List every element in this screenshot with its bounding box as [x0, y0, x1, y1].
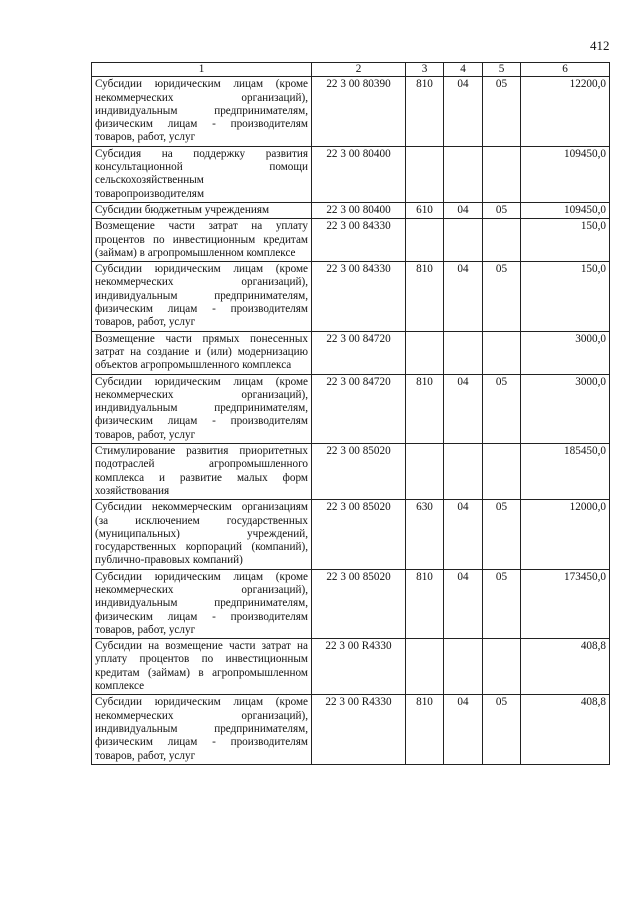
section-cell: [444, 219, 483, 262]
description-cell: Возмещение части затрат на уплату процентов по инвестиционным кредитам (займам) в агропромышленном комплексе: [92, 219, 312, 262]
expense-type-cell: [406, 331, 444, 374]
code-cell: 22 3 00 R4330: [312, 695, 406, 764]
subsection-cell: [483, 331, 521, 374]
amount-cell: 185450,0: [521, 444, 610, 500]
table-row: [92, 444, 610, 500]
column-header: 4: [444, 63, 483, 77]
table-row: [92, 77, 610, 146]
section-cell: 04: [444, 695, 483, 764]
section-cell: 04: [444, 262, 483, 331]
column-header: 5: [483, 63, 521, 77]
amount-cell: 150,0: [521, 262, 610, 331]
amount-cell: 408,8: [521, 695, 610, 764]
section-cell: 04: [444, 202, 483, 218]
description-cell: Субсидия на поддержку развития консультационной помощи сельскохозяйственным товаропроизводителям: [92, 146, 312, 202]
column-header: 6: [521, 63, 610, 77]
budget-table: [91, 62, 610, 765]
column-header: 3: [406, 63, 444, 77]
expense-type-cell: [406, 219, 444, 262]
section-cell: [444, 331, 483, 374]
description-cell: Субсидии бюджетным учреждениям: [92, 202, 312, 218]
description-cell: Субсидии юридическим лицам (кроме некоммерческих организаций), индивидуальным предпринимателям, физическим лицам - производителям товаров, работ, услуг: [92, 374, 312, 443]
section-cell: 04: [444, 77, 483, 146]
code-cell: 22 3 00 84720: [312, 374, 406, 443]
amount-cell: 408,8: [521, 639, 610, 695]
section-cell: [444, 639, 483, 695]
description-cell: Возмещение части прямых понесенных затрат на создание и (или) модернизацию объектов агропромышленного комплекса: [92, 331, 312, 374]
expense-type-cell: [406, 146, 444, 202]
code-cell: 22 3 00 80400: [312, 146, 406, 202]
code-cell: 22 3 00 85020: [312, 444, 406, 500]
description-cell: Стимулирование развития приоритетных подотраслей агропромышленного комплекса и развитие малых форм хозяйствования: [92, 444, 312, 500]
table-row: [92, 639, 610, 695]
subsection-cell: [483, 219, 521, 262]
expense-type-cell: 810: [406, 77, 444, 146]
table-row: [92, 202, 610, 218]
expense-type-cell: [406, 444, 444, 500]
page-number: 412: [590, 38, 610, 53]
code-cell: 22 3 00 84330: [312, 262, 406, 331]
subsection-cell: [483, 444, 521, 500]
expense-type-cell: 810: [406, 569, 444, 638]
subsection-cell: [483, 146, 521, 202]
expense-type-cell: 630: [406, 500, 444, 569]
description-cell: Субсидии некоммерческим организациям (за исключением государственных (муниципальных) учреждений, государственных корпораций (компаний), публично-правовых компаний): [92, 500, 312, 569]
subsection-cell: 05: [483, 695, 521, 764]
subsection-cell: [483, 639, 521, 695]
table-row: [92, 331, 610, 374]
expense-type-cell: 810: [406, 374, 444, 443]
section-cell: 04: [444, 569, 483, 638]
amount-cell: 12000,0: [521, 500, 610, 569]
amount-cell: 150,0: [521, 219, 610, 262]
table-row: [92, 219, 610, 262]
table-row: [92, 500, 610, 569]
amount-cell: 173450,0: [521, 569, 610, 638]
amount-cell: 109450,0: [521, 146, 610, 202]
section-cell: 04: [444, 500, 483, 569]
amount-cell: 109450,0: [521, 202, 610, 218]
section-cell: [444, 444, 483, 500]
code-cell: 22 3 00 R4330: [312, 639, 406, 695]
table-row: [92, 569, 610, 638]
code-cell: 22 3 00 80400: [312, 202, 406, 218]
amount-cell: 3000,0: [521, 374, 610, 443]
amount-cell: 12200,0: [521, 77, 610, 146]
header-row: [92, 63, 610, 77]
column-header: 1: [92, 63, 312, 77]
subsection-cell: 05: [483, 77, 521, 146]
code-cell: 22 3 00 84720: [312, 331, 406, 374]
table-row: [92, 695, 610, 764]
code-cell: 22 3 00 84330: [312, 219, 406, 262]
table-row: [92, 262, 610, 331]
description-cell: Субсидии юридическим лицам (кроме некоммерческих организаций), индивидуальным предпринимателям, физическим лицам - производителям товаров, работ, услуг: [92, 262, 312, 331]
description-cell: Субсидии юридическим лицам (кроме некоммерческих организаций), индивидуальным предпринимателям, физическим лицам - производителям товаров, работ, услуг: [92, 77, 312, 146]
code-cell: 22 3 00 85020: [312, 569, 406, 638]
description-cell: Субсидии юридическим лицам (кроме некоммерческих организаций), индивидуальным предпринимателям, физическим лицам - производителям товаров, работ, услуг: [92, 569, 312, 638]
table-row: [92, 146, 610, 202]
expense-type-cell: 610: [406, 202, 444, 218]
expense-type-cell: 810: [406, 262, 444, 331]
subsection-cell: 05: [483, 374, 521, 443]
code-cell: 22 3 00 85020: [312, 500, 406, 569]
subsection-cell: 05: [483, 262, 521, 331]
expense-type-cell: 810: [406, 695, 444, 764]
code-cell: 22 3 00 80390: [312, 77, 406, 146]
subsection-cell: 05: [483, 569, 521, 638]
subsection-cell: 05: [483, 500, 521, 569]
description-cell: Субсидии на возмещение части затрат на уплату процентов по инвестиционным кредитам (займам) в агропромышленном комплексе: [92, 639, 312, 695]
amount-cell: 3000,0: [521, 331, 610, 374]
description-cell: Субсидии юридическим лицам (кроме некоммерческих организаций), индивидуальным предпринимателям, физическим лицам - производителям товаров, работ, услуг: [92, 695, 312, 764]
expense-type-cell: [406, 639, 444, 695]
column-header: 2: [312, 63, 406, 77]
section-cell: [444, 146, 483, 202]
table-row: [92, 374, 610, 443]
subsection-cell: 05: [483, 202, 521, 218]
section-cell: 04: [444, 374, 483, 443]
